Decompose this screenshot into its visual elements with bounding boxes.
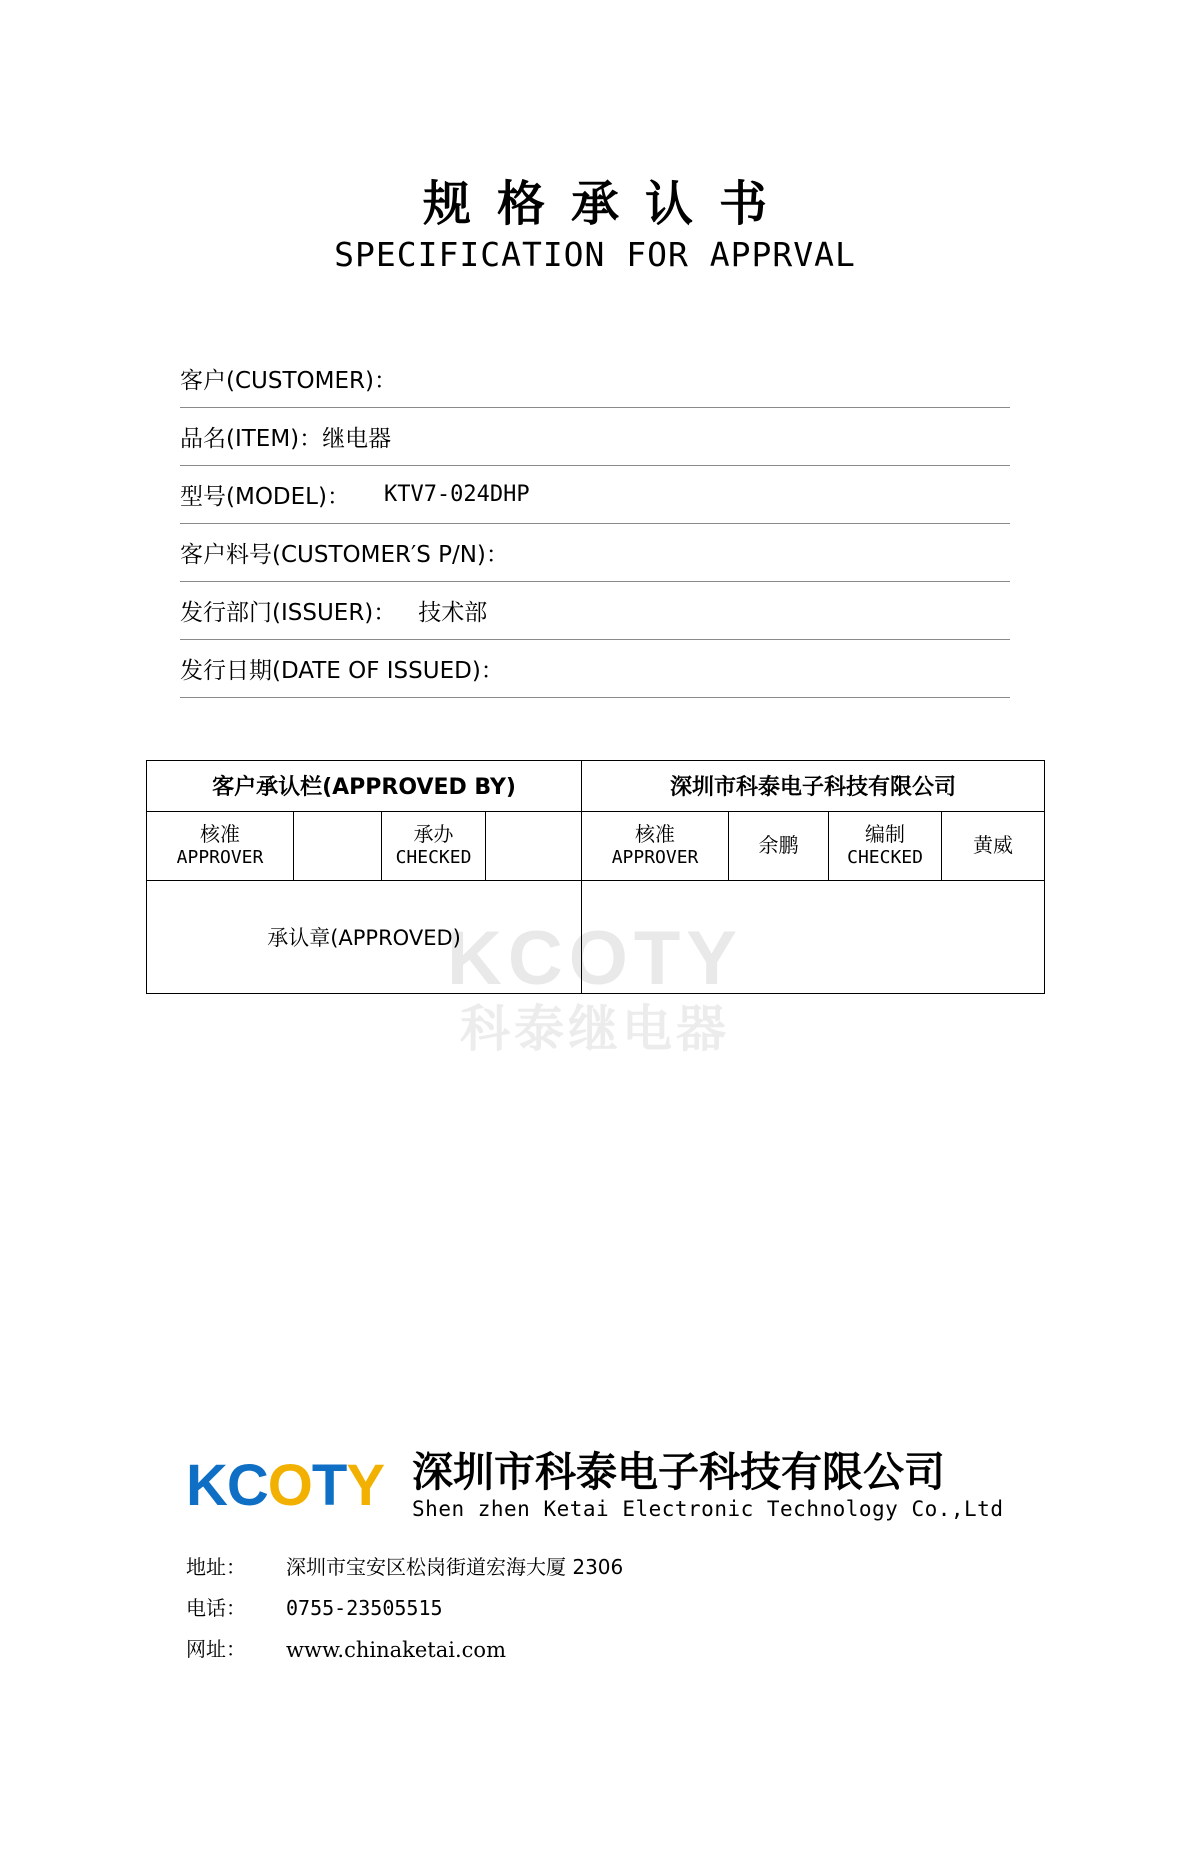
field-row-model	[180, 466, 1010, 524]
cell-customer-checked-label	[382, 811, 486, 880]
approval-header-row	[147, 760, 1045, 811]
field-row-customer	[180, 350, 1010, 408]
page-title-english: SPECIFICATION FOR APPRVAL	[334, 234, 856, 274]
contact-value-website[interactable]: www.chinaketai.com	[286, 1638, 506, 1663]
company-checked-cn: 编制	[865, 822, 906, 847]
contact-label-website: 网址：	[186, 1637, 246, 1662]
contact-value-phone: 0755-23505515	[286, 1596, 443, 1621]
cell-customer-approver-name[interactable]	[294, 811, 382, 880]
approval-stamp-row	[147, 880, 1045, 993]
watermark-text-english: KCOTY	[447, 916, 743, 1001]
logo-letter-k: K	[186, 1452, 227, 1518]
logo-letter-y: Y	[346, 1452, 385, 1518]
company-name-chinese: 深圳市科泰电子科技有限公司	[412, 1448, 946, 1496]
company-name-english: Shen zhen Ketai Electronic Technology Co.,Ltd	[412, 1497, 1004, 1522]
customer-approver-en: APPROVER	[176, 847, 264, 869]
cell-company-checked-name[interactable]: 黄威	[942, 811, 1045, 880]
field-row-customer-pn	[180, 524, 1010, 582]
field-label-customer-pn: 客户料号(CUSTOMER′S P/N)：	[180, 541, 509, 568]
company-checked-en: CHECKED	[847, 847, 923, 869]
cell-customer-checked-name[interactable]	[486, 811, 582, 880]
field-value-model: KTV7-024DHP	[383, 481, 530, 507]
kcoty-logo-icon	[186, 1452, 385, 1518]
cell-approved-stamp[interactable]: 承认章(APPROVED)	[147, 880, 582, 993]
company-approver-en: APPROVER	[611, 847, 699, 869]
document-page	[0, 178, 1190, 1861]
field-row-issuer	[180, 582, 1010, 640]
field-row-date-issued	[180, 640, 1010, 698]
contact-row-address	[186, 1547, 1190, 1588]
field-label-date-issued: 发行日期(DATE OF ISSUED)：	[180, 657, 504, 684]
contact-label-phone: 电话：	[186, 1596, 246, 1621]
company-approver-cn: 核准	[635, 822, 676, 847]
customer-checked-en: CHECKED	[395, 847, 472, 869]
cell-approved-stamp-right[interactable]	[582, 880, 1045, 993]
contact-label-address: 地址：	[186, 1555, 246, 1580]
field-label-customer: 客户(CUSTOMER)：	[180, 367, 397, 394]
customer-approver-cn: 核准	[200, 822, 240, 847]
watermark-text-chinese: 科泰继电器	[460, 1000, 730, 1059]
field-row-item	[180, 408, 1010, 466]
contact-row-phone	[186, 1588, 1190, 1629]
cell-customer-approver-label	[147, 811, 294, 880]
cell-company-approver-name[interactable]: 余鹏	[729, 811, 829, 880]
cell-company-checked-label	[829, 811, 942, 880]
document-title-block	[0, 178, 1190, 274]
logo-letter-t: T	[311, 1452, 347, 1518]
field-label-model: 型号(MODEL)：	[180, 483, 350, 510]
contact-info-block	[0, 1547, 1190, 1672]
field-label-item: 品名(ITEM)：	[180, 425, 323, 452]
page-title-chinese: 规格承认书	[422, 176, 793, 232]
field-value-item: 继电器	[322, 425, 392, 452]
approval-header-left: 客户承认栏(APPROVED BY)	[147, 760, 582, 811]
logo-letter-c: C	[226, 1452, 268, 1518]
cell-company-approver-label	[582, 811, 729, 880]
document-footer	[0, 1450, 1190, 1672]
approval-table-wrapper	[146, 760, 1044, 994]
spec-field-list	[180, 350, 1010, 698]
contact-row-website	[186, 1629, 1190, 1672]
field-value-issuer: 技术部	[418, 599, 488, 626]
logo-letter-o: O	[267, 1452, 312, 1518]
contact-value-address: 深圳市宝安区松岗街道宏海大厦 2306	[286, 1555, 624, 1580]
approval-signature-row	[147, 811, 1045, 880]
field-label-issuer: 发行部门(ISSUER)：	[180, 599, 397, 626]
approval-header-right: 深圳市科泰电子科技有限公司	[582, 760, 1045, 811]
company-name-block	[412, 1450, 1003, 1521]
customer-checked-cn: 承办	[413, 822, 454, 847]
company-logo-row	[0, 1450, 1190, 1521]
approval-table	[146, 760, 1045, 994]
